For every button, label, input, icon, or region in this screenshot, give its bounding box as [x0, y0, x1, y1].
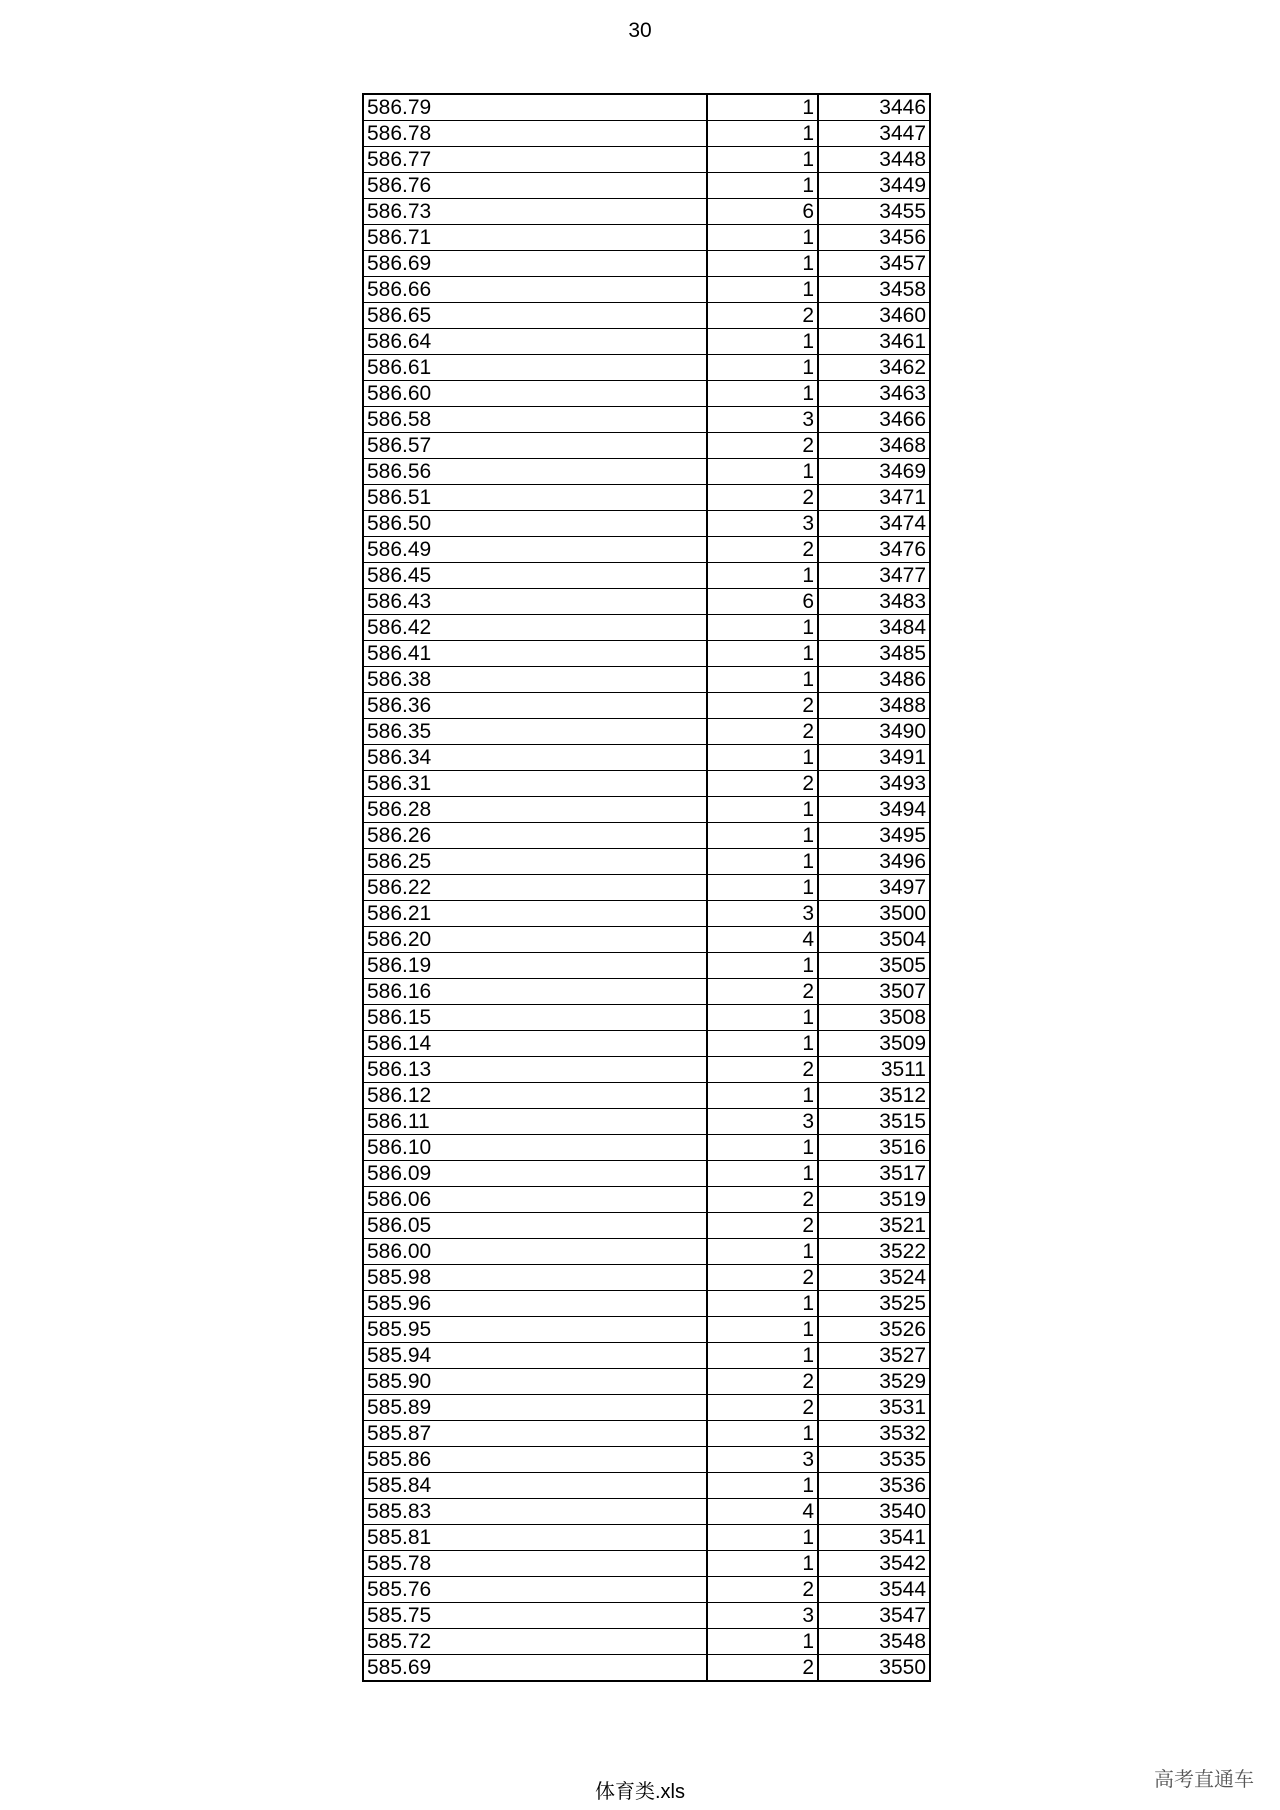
score-cell: 586.79	[363, 94, 707, 121]
cumulative-cell: 3495	[818, 823, 930, 849]
cumulative-cell: 3508	[818, 1005, 930, 1031]
cumulative-cell: 3517	[818, 1161, 930, 1187]
cumulative-cell: 3529	[818, 1369, 930, 1395]
cumulative-cell: 3509	[818, 1031, 930, 1057]
cumulative-cell: 3476	[818, 537, 930, 563]
count-cell: 1	[707, 355, 818, 381]
count-cell: 1	[707, 94, 818, 121]
table-row	[363, 251, 930, 277]
table-row	[363, 745, 930, 771]
cumulative-cell: 3471	[818, 485, 930, 511]
table-row	[363, 1629, 930, 1655]
count-cell: 1	[707, 667, 818, 693]
cumulative-cell: 3511	[818, 1057, 930, 1083]
cumulative-cell: 3486	[818, 667, 930, 693]
score-cell: 586.73	[363, 199, 707, 225]
count-cell: 4	[707, 1499, 818, 1525]
score-cell: 586.64	[363, 329, 707, 355]
score-cell: 586.61	[363, 355, 707, 381]
table-row	[363, 1577, 930, 1603]
cumulative-cell: 3477	[818, 563, 930, 589]
score-cell: 586.77	[363, 147, 707, 173]
cumulative-cell: 3535	[818, 1447, 930, 1473]
cumulative-cell: 3488	[818, 693, 930, 719]
score-cell: 586.49	[363, 537, 707, 563]
table-row	[363, 979, 930, 1005]
table-row	[363, 1447, 930, 1473]
score-cell: 586.56	[363, 459, 707, 485]
table-row	[363, 849, 930, 875]
footer-filename: 体育类.xls	[595, 1781, 685, 1803]
table-row	[363, 1317, 930, 1343]
table-row	[363, 1005, 930, 1031]
count-cell: 1	[707, 277, 818, 303]
cumulative-cell: 3483	[818, 589, 930, 615]
table-row	[363, 121, 930, 147]
score-cell: 585.72	[363, 1629, 707, 1655]
count-cell: 1	[707, 1161, 818, 1187]
table-row	[363, 173, 930, 199]
score-cell: 586.12	[363, 1083, 707, 1109]
cumulative-cell: 3500	[818, 901, 930, 927]
score-cell: 586.25	[363, 849, 707, 875]
cumulative-cell: 3458	[818, 277, 930, 303]
score-cell: 586.66	[363, 277, 707, 303]
score-cell: 586.11	[363, 1109, 707, 1135]
count-cell: 2	[707, 1265, 818, 1291]
score-cell: 586.57	[363, 433, 707, 459]
count-cell: 1	[707, 823, 818, 849]
score-cell: 585.90	[363, 1369, 707, 1395]
score-cell: 586.35	[363, 719, 707, 745]
score-cell: 586.14	[363, 1031, 707, 1057]
cumulative-cell: 3461	[818, 329, 930, 355]
table-row	[363, 1135, 930, 1161]
table-row	[363, 563, 930, 589]
score-cell: 586.71	[363, 225, 707, 251]
cumulative-cell: 3457	[818, 251, 930, 277]
table-row	[363, 927, 930, 953]
cumulative-cell: 3527	[818, 1343, 930, 1369]
table-row	[363, 1213, 930, 1239]
count-cell: 4	[707, 927, 818, 953]
count-cell: 1	[707, 1005, 818, 1031]
table-row	[363, 511, 930, 537]
count-cell: 1	[707, 1317, 818, 1343]
count-cell: 1	[707, 563, 818, 589]
cumulative-cell: 3504	[818, 927, 930, 953]
cumulative-cell: 3490	[818, 719, 930, 745]
score-cell: 586.78	[363, 121, 707, 147]
score-cell: 585.84	[363, 1473, 707, 1499]
table-row	[363, 1265, 930, 1291]
count-cell: 1	[707, 1473, 818, 1499]
count-cell: 2	[707, 433, 818, 459]
count-cell: 2	[707, 719, 818, 745]
score-table	[362, 93, 931, 1682]
score-cell: 586.50	[363, 511, 707, 537]
table-row	[363, 1473, 930, 1499]
cumulative-cell: 3550	[818, 1655, 930, 1682]
table-row	[363, 303, 930, 329]
table-row	[363, 1291, 930, 1317]
score-cell: 586.06	[363, 1187, 707, 1213]
count-cell: 1	[707, 1525, 818, 1551]
count-cell: 1	[707, 1629, 818, 1655]
score-cell: 586.42	[363, 615, 707, 641]
table-row	[363, 459, 930, 485]
score-cell: 586.09	[363, 1161, 707, 1187]
table-row	[363, 589, 930, 615]
table-row	[363, 1109, 930, 1135]
count-cell: 1	[707, 1291, 818, 1317]
cumulative-cell: 3449	[818, 173, 930, 199]
score-cell: 585.83	[363, 1499, 707, 1525]
table-row	[363, 225, 930, 251]
count-cell: 2	[707, 1057, 818, 1083]
score-cell: 586.22	[363, 875, 707, 901]
cumulative-cell: 3466	[818, 407, 930, 433]
count-cell: 1	[707, 1031, 818, 1057]
table-row	[363, 1369, 930, 1395]
score-cell: 585.78	[363, 1551, 707, 1577]
table-row	[363, 823, 930, 849]
table-row	[363, 719, 930, 745]
count-cell: 3	[707, 1109, 818, 1135]
count-cell: 1	[707, 1135, 818, 1161]
table-row	[363, 615, 930, 641]
table-row	[363, 901, 930, 927]
count-cell: 2	[707, 1187, 818, 1213]
table-row	[363, 277, 930, 303]
cumulative-cell: 3544	[818, 1577, 930, 1603]
score-cell: 585.81	[363, 1525, 707, 1551]
count-cell: 1	[707, 251, 818, 277]
score-cell: 586.19	[363, 953, 707, 979]
count-cell: 1	[707, 459, 818, 485]
cumulative-cell: 3512	[818, 1083, 930, 1109]
table-row	[363, 1421, 930, 1447]
count-cell: 1	[707, 1421, 818, 1447]
table-row	[363, 147, 930, 173]
cumulative-cell: 3448	[818, 147, 930, 173]
count-cell: 2	[707, 1655, 818, 1682]
table-row	[363, 485, 930, 511]
count-cell: 3	[707, 1447, 818, 1473]
score-cell: 586.20	[363, 927, 707, 953]
score-cell: 585.95	[363, 1317, 707, 1343]
count-cell: 2	[707, 1577, 818, 1603]
score-cell: 586.65	[363, 303, 707, 329]
cumulative-cell: 3505	[818, 953, 930, 979]
count-cell: 3	[707, 901, 818, 927]
count-cell: 2	[707, 693, 818, 719]
table-row	[363, 1161, 930, 1187]
count-cell: 1	[707, 875, 818, 901]
table-row	[363, 199, 930, 225]
cumulative-cell: 3493	[818, 771, 930, 797]
count-cell: 2	[707, 979, 818, 1005]
table-row	[363, 771, 930, 797]
cumulative-cell: 3548	[818, 1629, 930, 1655]
count-cell: 6	[707, 589, 818, 615]
count-cell: 1	[707, 641, 818, 667]
count-cell: 3	[707, 407, 818, 433]
count-cell: 1	[707, 1083, 818, 1109]
count-cell: 1	[707, 953, 818, 979]
count-cell: 3	[707, 1603, 818, 1629]
score-cell: 586.26	[363, 823, 707, 849]
cumulative-cell: 3496	[818, 849, 930, 875]
cumulative-cell: 3484	[818, 615, 930, 641]
count-cell: 1	[707, 225, 818, 251]
count-cell: 1	[707, 745, 818, 771]
cumulative-cell: 3515	[818, 1109, 930, 1135]
score-cell: 585.89	[363, 1395, 707, 1421]
cumulative-cell: 3469	[818, 459, 930, 485]
table-row	[363, 355, 930, 381]
count-cell: 2	[707, 1213, 818, 1239]
score-cell: 585.96	[363, 1291, 707, 1317]
count-cell: 1	[707, 615, 818, 641]
cumulative-cell: 3516	[818, 1135, 930, 1161]
table-row	[363, 407, 930, 433]
cumulative-cell: 3531	[818, 1395, 930, 1421]
count-cell: 1	[707, 173, 818, 199]
cumulative-cell: 3540	[818, 1499, 930, 1525]
table-row	[363, 433, 930, 459]
watermark: 高考直通车	[1154, 1769, 1254, 1791]
cumulative-cell: 3468	[818, 433, 930, 459]
score-cell: 585.76	[363, 1577, 707, 1603]
score-cell: 586.34	[363, 745, 707, 771]
score-cell: 586.28	[363, 797, 707, 823]
count-cell: 1	[707, 381, 818, 407]
score-cell: 585.86	[363, 1447, 707, 1473]
score-cell: 586.58	[363, 407, 707, 433]
score-cell: 585.75	[363, 1603, 707, 1629]
table-row	[363, 1603, 930, 1629]
cumulative-cell: 3447	[818, 121, 930, 147]
table-row	[363, 1499, 930, 1525]
cumulative-cell: 3519	[818, 1187, 930, 1213]
cumulative-cell: 3455	[818, 199, 930, 225]
table-row	[363, 1525, 930, 1551]
table-row	[363, 94, 930, 121]
table-row	[363, 329, 930, 355]
cumulative-cell: 3526	[818, 1317, 930, 1343]
cumulative-cell: 3532	[818, 1421, 930, 1447]
cumulative-cell: 3485	[818, 641, 930, 667]
table-row	[363, 1083, 930, 1109]
score-cell: 585.87	[363, 1421, 707, 1447]
score-cell: 586.00	[363, 1239, 707, 1265]
count-cell: 2	[707, 1369, 818, 1395]
score-cell: 586.16	[363, 979, 707, 1005]
page-number: 30	[628, 19, 652, 42]
table-row	[363, 797, 930, 823]
count-cell: 1	[707, 1551, 818, 1577]
count-cell: 1	[707, 849, 818, 875]
table-row	[363, 1395, 930, 1421]
score-cell: 585.69	[363, 1655, 707, 1682]
score-cell: 586.10	[363, 1135, 707, 1161]
count-cell: 2	[707, 485, 818, 511]
score-cell: 586.76	[363, 173, 707, 199]
count-cell: 1	[707, 329, 818, 355]
cumulative-cell: 3536	[818, 1473, 930, 1499]
count-cell: 3	[707, 511, 818, 537]
count-cell: 2	[707, 1395, 818, 1421]
score-cell: 586.51	[363, 485, 707, 511]
score-cell: 586.31	[363, 771, 707, 797]
score-cell: 586.45	[363, 563, 707, 589]
cumulative-cell: 3524	[818, 1265, 930, 1291]
table-row	[363, 1343, 930, 1369]
count-cell: 2	[707, 771, 818, 797]
table-row	[363, 875, 930, 901]
cumulative-cell: 3460	[818, 303, 930, 329]
score-cell: 585.98	[363, 1265, 707, 1291]
count-cell: 2	[707, 303, 818, 329]
cumulative-cell: 3474	[818, 511, 930, 537]
score-cell: 586.38	[363, 667, 707, 693]
table-row	[363, 693, 930, 719]
count-cell: 1	[707, 1343, 818, 1369]
cumulative-cell: 3547	[818, 1603, 930, 1629]
cumulative-cell: 3542	[818, 1551, 930, 1577]
table-row	[363, 1187, 930, 1213]
cumulative-cell: 3462	[818, 355, 930, 381]
table-row	[363, 381, 930, 407]
score-cell: 586.13	[363, 1057, 707, 1083]
score-cell: 586.15	[363, 1005, 707, 1031]
score-cell: 586.69	[363, 251, 707, 277]
count-cell: 1	[707, 1239, 818, 1265]
count-cell: 1	[707, 147, 818, 173]
table-row	[363, 1057, 930, 1083]
count-cell: 2	[707, 537, 818, 563]
score-cell: 586.41	[363, 641, 707, 667]
cumulative-cell: 3494	[818, 797, 930, 823]
table-body	[363, 94, 930, 1681]
cumulative-cell: 3446	[818, 94, 930, 121]
count-cell: 1	[707, 797, 818, 823]
cumulative-cell: 3497	[818, 875, 930, 901]
table-row	[363, 953, 930, 979]
table-row	[363, 537, 930, 563]
score-cell: 586.43	[363, 589, 707, 615]
cumulative-cell: 3541	[818, 1525, 930, 1551]
cumulative-cell: 3507	[818, 979, 930, 1005]
cumulative-cell: 3456	[818, 225, 930, 251]
table-row	[363, 667, 930, 693]
table-row	[363, 641, 930, 667]
count-cell: 1	[707, 121, 818, 147]
count-cell: 6	[707, 199, 818, 225]
cumulative-cell: 3525	[818, 1291, 930, 1317]
score-cell: 586.36	[363, 693, 707, 719]
score-cell: 586.60	[363, 381, 707, 407]
table-row	[363, 1655, 930, 1682]
score-cell: 586.05	[363, 1213, 707, 1239]
score-cell: 586.21	[363, 901, 707, 927]
cumulative-cell: 3491	[818, 745, 930, 771]
score-cell: 585.94	[363, 1343, 707, 1369]
cumulative-cell: 3463	[818, 381, 930, 407]
table-row	[363, 1239, 930, 1265]
table-row	[363, 1031, 930, 1057]
table-row	[363, 1551, 930, 1577]
cumulative-cell: 3521	[818, 1213, 930, 1239]
cumulative-cell: 3522	[818, 1239, 930, 1265]
